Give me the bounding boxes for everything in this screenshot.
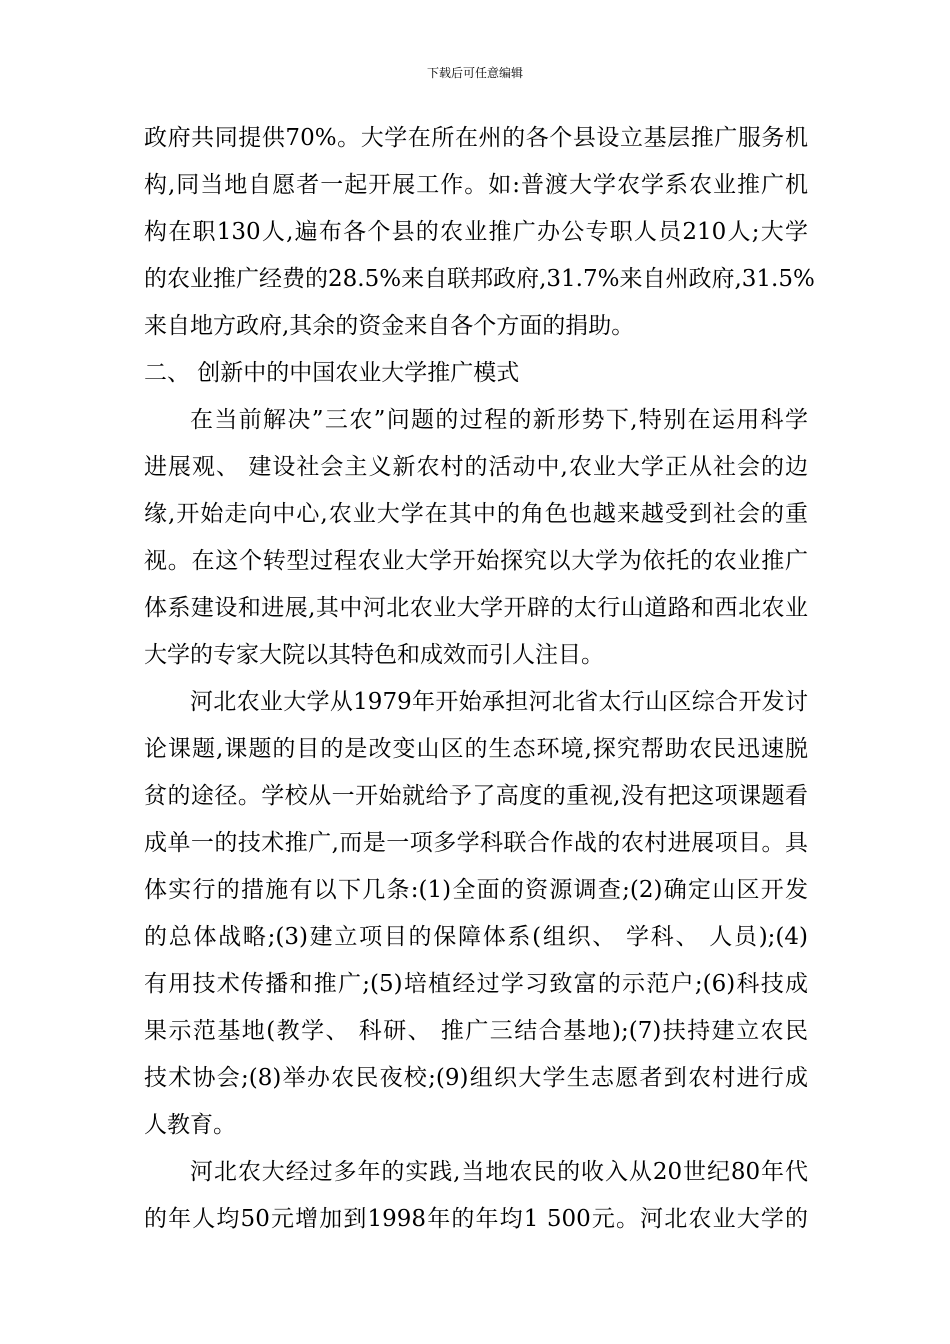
text-line: 来自地方政府,其余的资金来自各个方面的捐助。 [144,313,635,339]
text-line: 果示范基地(教学、 科研、 推广三结合基地);(7)扶持建立农民 [144,1018,808,1044]
text-line: 的总体战略;(3)建立项目的保障体系(组织、 学科、 人员);(4) [144,924,808,950]
text-line: 构,同当地自愿者一起开展工作。如:普渡大学农学系农业推广机 [144,172,808,198]
text-line: 的年人均50元增加到1998年的年均1 500元。河北农业大学的 [144,1206,808,1232]
text-line: 政府共同提供70%。大学在所在州的各个县设立基层推广服务机 [144,125,808,151]
text-line: 河北农业大学从1979年开始承担河北省太行山区综合开发讨 [190,689,808,715]
text-line: 的农业推广经费的28.5%来自联邦政府,31.7%来自州政府,31.5% [144,266,815,292]
text-line: 大学的专家大院以其特色和成效而引人注目。 [144,642,604,668]
document-body [144,115,815,1243]
text-line: 体实行的措施有以下几条:(1)全面的资源调查;(2)确定山区开发 [144,877,808,903]
text-line: 构在职130人,遍布各个县的农业推广办公专职人员210人;大学 [144,219,808,245]
text-line: 视。在这个转型过程农业大学开始探究以大学为依托的农业推广 [144,548,808,574]
text-line: 贫的途径。学校从一开始就给予了高度的重视,没有把这项课题看 [144,783,808,809]
text-line: 在当前解决”三农”问题的过程的新形势下,特别在运用科学 [190,407,808,433]
text-line: 论课题,课题的目的是改变山区的生态环境,探究帮助农民迅速脱 [144,736,808,762]
text-line: 人教育。 [144,1112,236,1138]
text-line: 体系建设和进展,其中河北农业大学开辟的太行山道路和西北农业 [144,595,808,621]
text-line: 有用技术传播和推广;(5)培植经过学习致富的示范户;(6)科技成 [144,971,808,997]
text-line: 缘,开始走向中心,农业大学在其中的角色也越来越受到社会的重 [144,501,808,527]
page-header: 下载后可任意编辑 [426,66,523,80]
text-line: 技术协会;(8)举办农民夜校;(9)组织大学生志愿者到农村进行成 [144,1065,808,1091]
text-line: 二、 创新中的中国农业大学推广模式 [144,360,520,386]
text-line: 成单一的技术推广,而是一项多学科联合作战的农村进展项目。具 [144,830,808,856]
text-line: 进展观、 建设社会主义新农村的活动中,农业大学正从社会的边 [144,454,808,480]
text-line: 河北农大经过多年的实践,当地农民的收入从20世纪80年代 [190,1159,808,1185]
